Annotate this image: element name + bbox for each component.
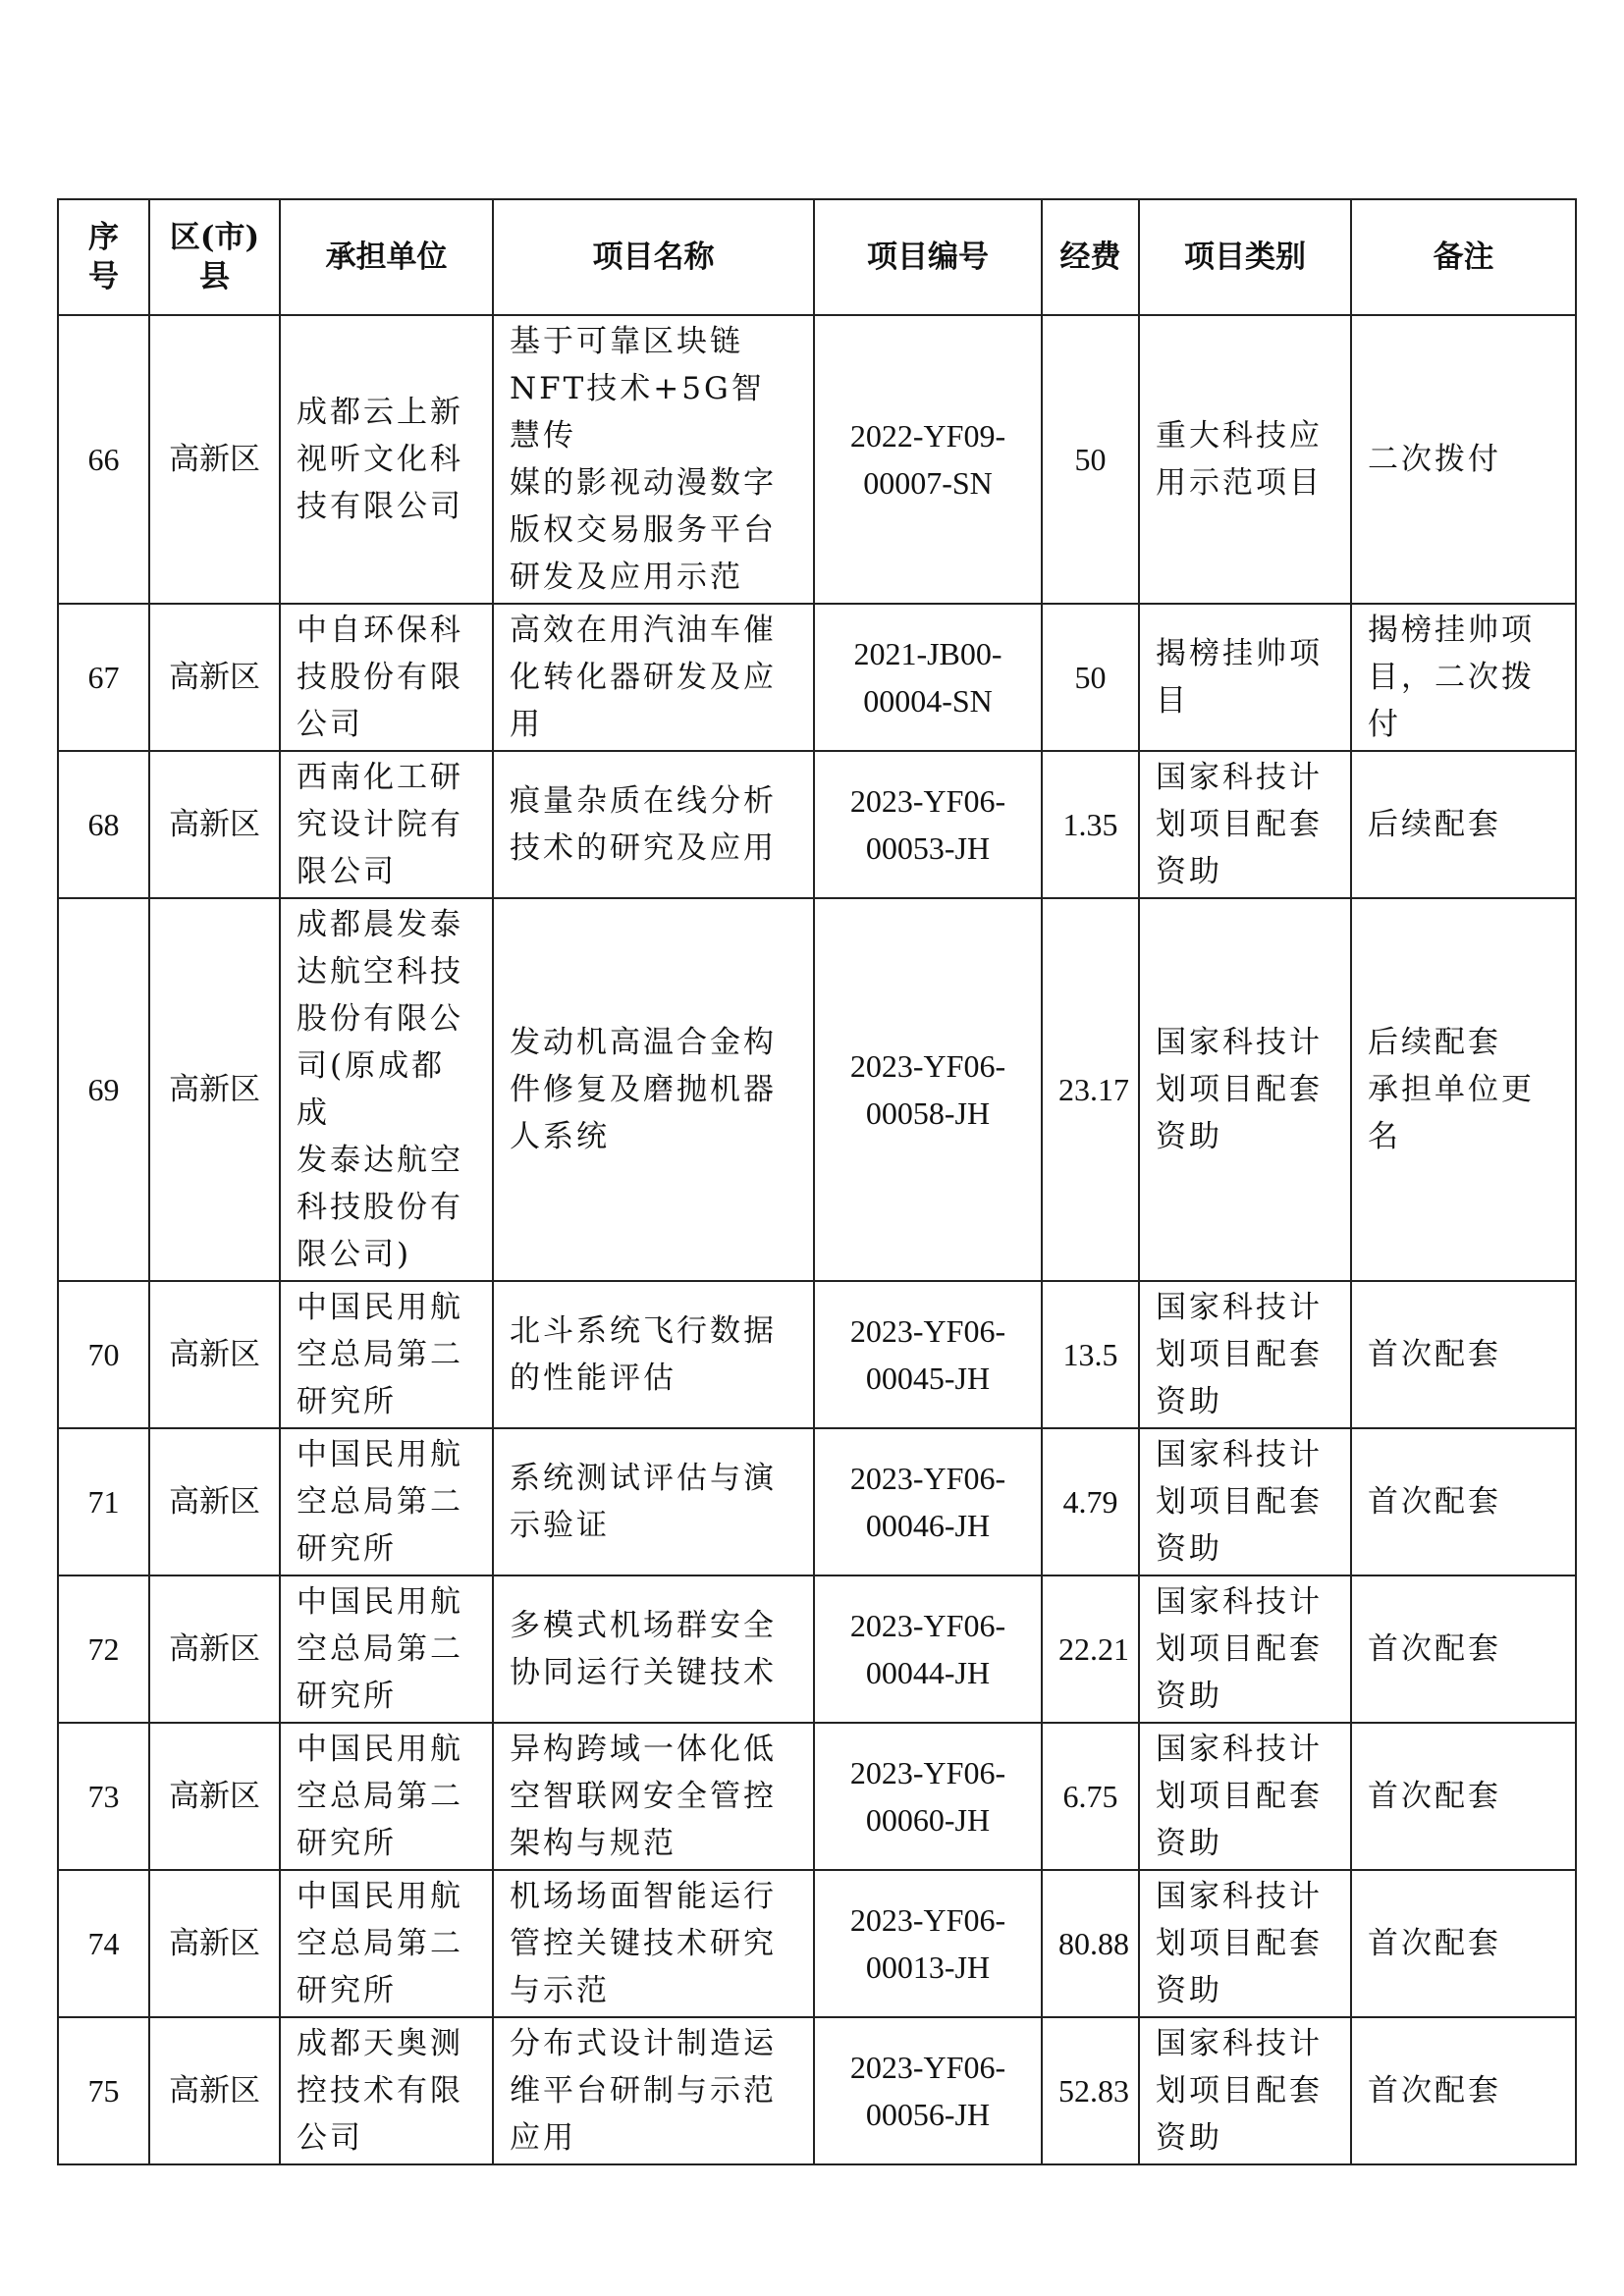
funding-table	[57, 198, 1577, 2165]
cell-category: 国家科技计 划项目配套 资助	[1139, 1428, 1351, 1575]
cell-project-code: 2023-YF06- 00045-JH	[814, 1281, 1042, 1428]
cell-remark: 首次配套	[1351, 1870, 1576, 2017]
cell-category: 国家科技计 划项目配套 资助	[1139, 1575, 1351, 1723]
cell-district: 高新区	[149, 1281, 280, 1428]
header-funds: 经费	[1042, 199, 1139, 315]
cell-remark: 首次配套	[1351, 2017, 1576, 2164]
cell-district: 高新区	[149, 1723, 280, 1870]
cell-district: 高新区	[149, 1870, 280, 2017]
cell-district: 高新区	[149, 1575, 280, 1723]
table-row	[58, 1575, 1576, 1723]
cell-project-code: 2023-YF06- 00060-JH	[814, 1723, 1042, 1870]
cell-unit: 中国民用航 空总局第二 研究所	[280, 1428, 493, 1575]
cell-district: 高新区	[149, 751, 280, 898]
cell-seq: 71	[58, 1428, 149, 1575]
cell-project-name: 系统测试评估与演 示验证	[493, 1428, 814, 1575]
cell-category: 揭榜挂帅项 目	[1139, 604, 1351, 751]
cell-funds: 23.17	[1042, 898, 1139, 1281]
cell-district: 高新区	[149, 898, 280, 1281]
cell-remark: 首次配套	[1351, 1723, 1576, 1870]
cell-seq: 73	[58, 1723, 149, 1870]
cell-unit: 中自环保科 技股份有限 公司	[280, 604, 493, 751]
table-row	[58, 315, 1576, 604]
cell-project-code: 2023-YF06- 00056-JH	[814, 2017, 1042, 2164]
cell-remark: 后续配套 承担单位更名	[1351, 898, 1576, 1281]
cell-unit: 中国民用航 空总局第二 研究所	[280, 1870, 493, 2017]
cell-district: 高新区	[149, 604, 280, 751]
cell-project-code: 2023-YF06- 00053-JH	[814, 751, 1042, 898]
cell-category: 重大科技应 用示范项目	[1139, 315, 1351, 604]
cell-remark: 首次配套	[1351, 1428, 1576, 1575]
cell-seq: 67	[58, 604, 149, 751]
table-header-row	[58, 199, 1576, 315]
cell-project-name: 分布式设计制造运 维平台研制与示范 应用	[493, 2017, 814, 2164]
cell-project-code: 2023-YF06- 00046-JH	[814, 1428, 1042, 1575]
table-row	[58, 2017, 1576, 2164]
cell-category: 国家科技计 划项目配套 资助	[1139, 1281, 1351, 1428]
header-project-code: 项目编号	[814, 199, 1042, 315]
cell-project-name: 北斗系统飞行数据 的性能评估	[493, 1281, 814, 1428]
cell-remark: 首次配套	[1351, 1281, 1576, 1428]
cell-project-name: 机场场面智能运行 管控关键技术研究 与示范	[493, 1870, 814, 2017]
table-row	[58, 1870, 1576, 2017]
cell-district: 高新区	[149, 315, 280, 604]
header-unit: 承担单位	[280, 199, 493, 315]
cell-seq: 74	[58, 1870, 149, 2017]
cell-unit: 中国民用航 空总局第二 研究所	[280, 1723, 493, 1870]
cell-category: 国家科技计 划项目配套 资助	[1139, 1870, 1351, 2017]
cell-seq: 72	[58, 1575, 149, 1723]
header-remark: 备注	[1351, 199, 1576, 315]
table-row	[58, 1281, 1576, 1428]
cell-category: 国家科技计 划项目配套 资助	[1139, 2017, 1351, 2164]
table-row	[58, 1428, 1576, 1575]
header-project-name: 项目名称	[493, 199, 814, 315]
cell-remark: 二次拨付	[1351, 315, 1576, 604]
cell-seq: 68	[58, 751, 149, 898]
cell-unit: 中国民用航 空总局第二 研究所	[280, 1575, 493, 1723]
cell-district: 高新区	[149, 2017, 280, 2164]
table-row	[58, 604, 1576, 751]
cell-remark: 后续配套	[1351, 751, 1576, 898]
cell-seq: 75	[58, 2017, 149, 2164]
table-row	[58, 1723, 1576, 1870]
cell-funds: 22.21	[1042, 1575, 1139, 1723]
cell-seq: 69	[58, 898, 149, 1281]
cell-funds: 52.83	[1042, 2017, 1139, 2164]
cell-remark: 揭榜挂帅项 目，二次拨付	[1351, 604, 1576, 751]
cell-funds: 50	[1042, 604, 1139, 751]
table-row	[58, 898, 1576, 1281]
cell-unit: 中国民用航 空总局第二 研究所	[280, 1281, 493, 1428]
cell-district: 高新区	[149, 1428, 280, 1575]
cell-project-name: 异构跨域一体化低 空智联网安全管控 架构与规范	[493, 1723, 814, 1870]
cell-unit: 成都天奥测 控技术有限 公司	[280, 2017, 493, 2164]
cell-project-name: 痕量杂质在线分析 技术的研究及应用	[493, 751, 814, 898]
cell-seq: 66	[58, 315, 149, 604]
cell-project-code: 2023-YF06- 00058-JH	[814, 898, 1042, 1281]
cell-category: 国家科技计 划项目配套 资助	[1139, 1723, 1351, 1870]
cell-unit: 成都晨发泰 达航空科技 股份有限公 司(原成都成 发泰达航空 科技股份有 限公司)	[280, 898, 493, 1281]
cell-funds: 1.35	[1042, 751, 1139, 898]
cell-unit: 西南化工研 究设计院有 限公司	[280, 751, 493, 898]
cell-project-code: 2022-YF09- 00007-SN	[814, 315, 1042, 604]
cell-category: 国家科技计 划项目配套 资助	[1139, 898, 1351, 1281]
table-row	[58, 751, 1576, 898]
header-category: 项目类别	[1139, 199, 1351, 315]
cell-seq: 70	[58, 1281, 149, 1428]
header-district: 区(市) 县	[149, 199, 280, 315]
header-seq: 序 号	[58, 199, 149, 315]
cell-project-code: 2023-YF06- 00013-JH	[814, 1870, 1042, 2017]
cell-funds: 50	[1042, 315, 1139, 604]
cell-project-name: 多模式机场群安全 协同运行关键技术	[493, 1575, 814, 1723]
cell-project-code: 2023-YF06- 00044-JH	[814, 1575, 1042, 1723]
cell-funds: 13.5	[1042, 1281, 1139, 1428]
cell-category: 国家科技计 划项目配套 资助	[1139, 751, 1351, 898]
cell-remark: 首次配套	[1351, 1575, 1576, 1723]
cell-project-code: 2021-JB00- 00004-SN	[814, 604, 1042, 751]
cell-funds: 4.79	[1042, 1428, 1139, 1575]
cell-project-name: 基于可靠区块链 NFT技术+5G智慧传 媒的影视动漫数字 版权交易服务平台 研发及应用示范	[493, 315, 814, 604]
cell-funds: 80.88	[1042, 1870, 1139, 2017]
cell-funds: 6.75	[1042, 1723, 1139, 1870]
cell-unit: 成都云上新 视听文化科 技有限公司	[280, 315, 493, 604]
cell-project-name: 发动机高温合金构 件修复及磨抛机器 人系统	[493, 898, 814, 1281]
cell-project-name: 高效在用汽油车催 化转化器研发及应 用	[493, 604, 814, 751]
